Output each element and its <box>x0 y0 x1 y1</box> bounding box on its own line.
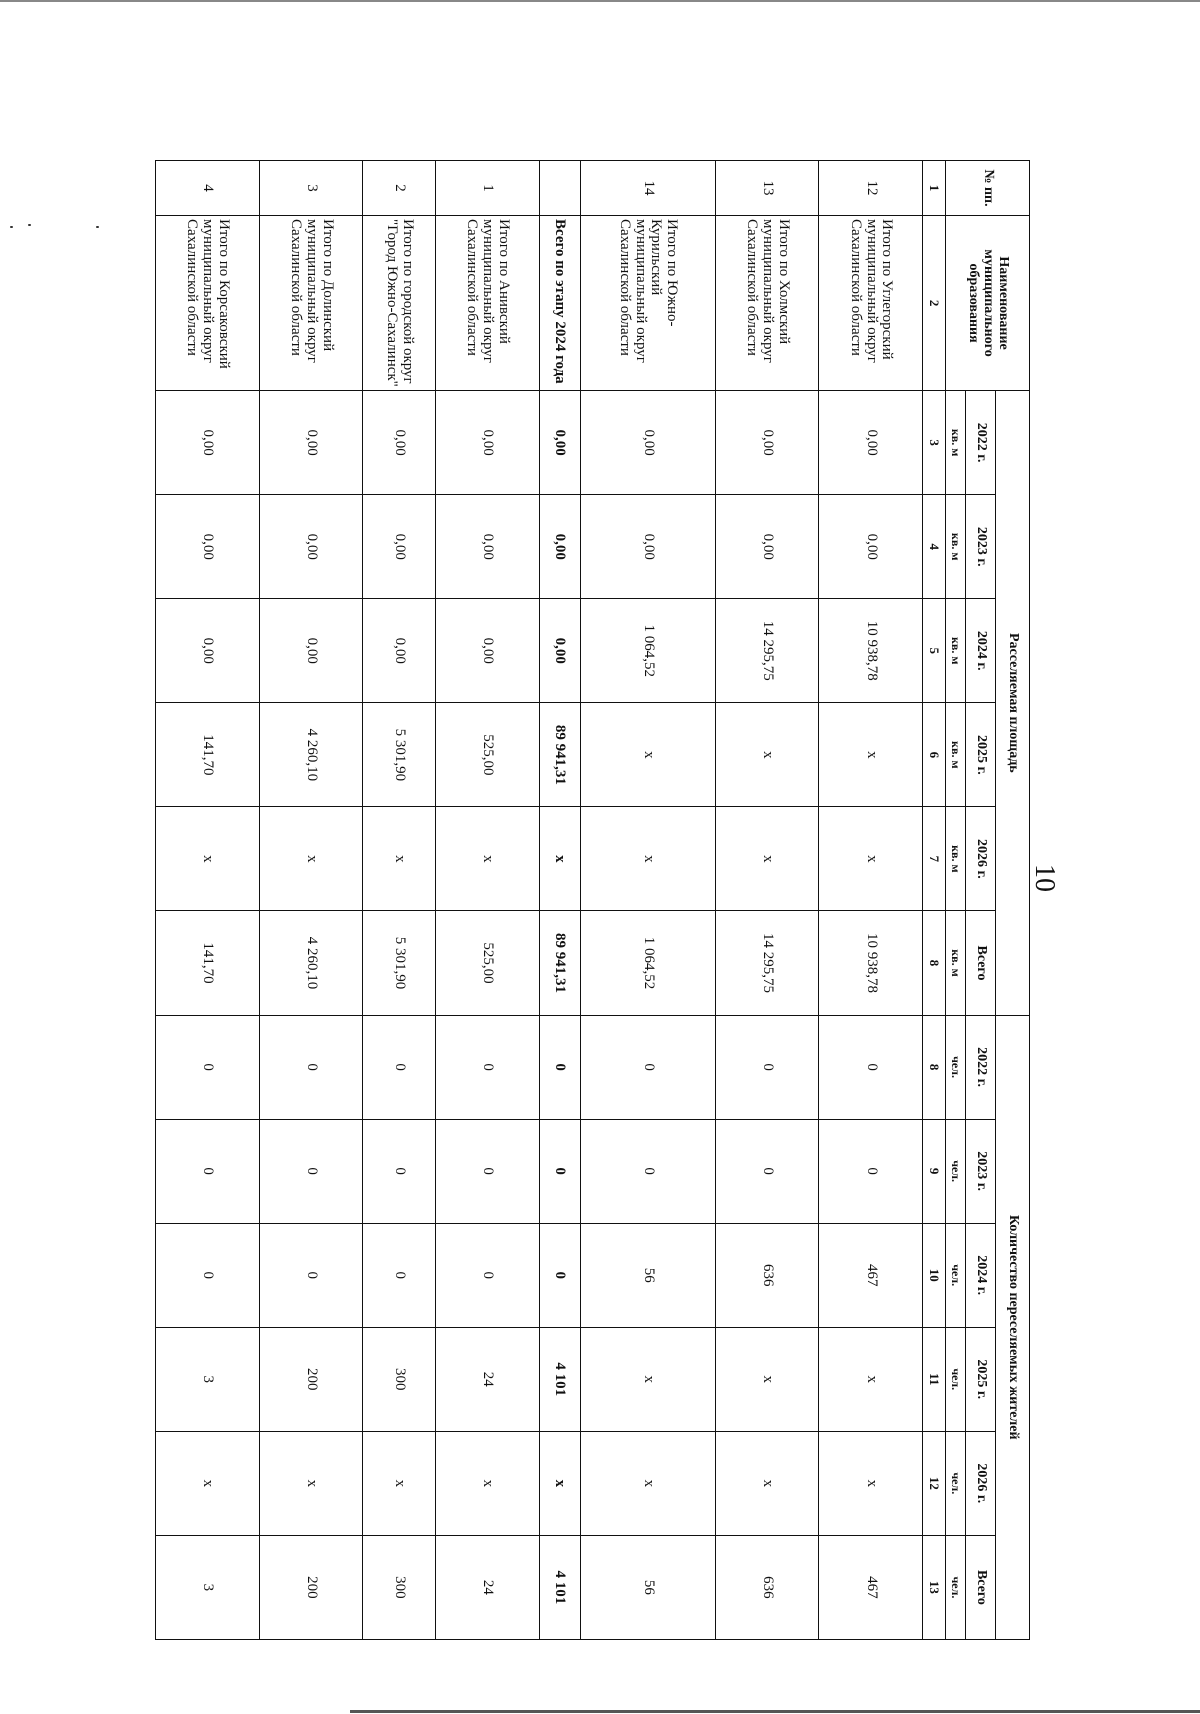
people-value: 3 <box>156 1535 260 1639</box>
area-value: x <box>363 807 435 911</box>
people-value: x <box>539 1431 580 1535</box>
people-value: x <box>580 1431 715 1535</box>
table-row <box>156 161 260 1640</box>
unit-people: чел. <box>946 1223 966 1327</box>
people-value: 56 <box>580 1223 715 1327</box>
people-value: 0 <box>363 1015 435 1119</box>
unit-area: кв. м <box>946 495 966 599</box>
area-value: 5 301,90 <box>363 911 435 1015</box>
header-people-year: 2024 г. <box>966 1223 996 1327</box>
table-row <box>435 161 539 1640</box>
people-value: x <box>259 1431 363 1535</box>
people-value: 0 <box>259 1015 363 1119</box>
area-value: 10 938,78 <box>819 911 923 1015</box>
header-area-year: 2026 г. <box>966 807 996 911</box>
area-value: 0,00 <box>539 599 580 703</box>
header-area-year: 2024 г. <box>966 599 996 703</box>
scan-speck <box>10 226 13 228</box>
area-value: x <box>580 703 715 807</box>
header-people-year: Всего <box>966 1535 996 1639</box>
area-value: 0,00 <box>363 495 435 599</box>
people-value: 0 <box>259 1119 363 1223</box>
unit-people: чел. <box>946 1431 966 1535</box>
rotated-table-container <box>155 160 1030 1640</box>
area-value: 10 938,78 <box>819 599 923 703</box>
unit-people: чел. <box>946 1327 966 1431</box>
people-value: 0 <box>156 1119 260 1223</box>
area-value: x <box>435 807 539 911</box>
column-number: 4 <box>923 495 946 599</box>
header-people-year: 2022 г. <box>966 1015 996 1119</box>
area-value: 0,00 <box>539 391 580 495</box>
area-value: 89 941,31 <box>539 911 580 1015</box>
municipality-name: Итого по Корсаковский муниципальный округ Сахалинской области <box>156 216 260 391</box>
area-value: 0,00 <box>156 495 260 599</box>
people-value: 56 <box>580 1535 715 1639</box>
area-value: 14 295,75 <box>715 911 819 1015</box>
scan-speck <box>96 226 99 228</box>
header-no: № пп. <box>946 161 1030 216</box>
people-value: 0 <box>435 1119 539 1223</box>
people-value: x <box>435 1431 539 1535</box>
people-value: x <box>580 1327 715 1431</box>
unit-area: кв. м <box>946 911 966 1015</box>
table-row <box>580 161 715 1640</box>
municipality-name: Итого по Углегорский муниципальный округ Сахалинской области <box>819 216 923 391</box>
header-area-year: 2022 г. <box>966 391 996 495</box>
row-number: 14 <box>580 161 715 216</box>
people-value: 467 <box>819 1535 923 1639</box>
area-value: 0,00 <box>819 495 923 599</box>
area-value: 0,00 <box>156 391 260 495</box>
header-area-group: Расселяемая площадь <box>996 391 1030 1015</box>
header-people-year: 2025 г. <box>966 1327 996 1431</box>
area-value: 0,00 <box>539 495 580 599</box>
people-value: 24 <box>435 1535 539 1639</box>
area-value: 14 295,75 <box>715 599 819 703</box>
unit-area: кв. м <box>946 807 966 911</box>
scan-speck <box>28 224 31 226</box>
row-number: 4 <box>156 161 260 216</box>
people-value: 0 <box>539 1223 580 1327</box>
people-value: x <box>715 1431 819 1535</box>
column-number: 9 <box>923 1119 946 1223</box>
row-number <box>539 161 580 216</box>
area-value: 0,00 <box>259 495 363 599</box>
municipality-name: Итого по Южно-Курильский муниципальный округ Сахалинской области <box>580 216 715 391</box>
area-value: 525,00 <box>435 703 539 807</box>
table-row <box>715 161 819 1640</box>
municipality-name: Всего по этапу 2024 года <box>539 216 580 391</box>
area-value: 1 064,52 <box>580 911 715 1015</box>
row-number: 1 <box>435 161 539 216</box>
unit-people: чел. <box>946 1535 966 1639</box>
area-value: 0,00 <box>259 599 363 703</box>
table-row <box>819 161 923 1640</box>
area-value: 0,00 <box>819 391 923 495</box>
people-value: 636 <box>715 1535 819 1639</box>
people-value: 0 <box>819 1119 923 1223</box>
column-number: 5 <box>923 599 946 703</box>
people-value: 0 <box>819 1015 923 1119</box>
people-value: 0 <box>363 1223 435 1327</box>
people-value: 300 <box>363 1535 435 1639</box>
header-people-group: Количество переселяемых жителей <box>996 1015 1030 1639</box>
area-value: 5 301,90 <box>363 703 435 807</box>
area-value: 0,00 <box>435 599 539 703</box>
area-value: 141,70 <box>156 911 260 1015</box>
people-value: 200 <box>259 1535 363 1639</box>
people-value: x <box>819 1431 923 1535</box>
area-value: x <box>580 807 715 911</box>
area-value: x <box>819 807 923 911</box>
area-value: 0,00 <box>435 391 539 495</box>
people-value: 0 <box>715 1119 819 1223</box>
column-number: 13 <box>923 1535 946 1639</box>
area-value: 4 260,10 <box>259 703 363 807</box>
column-number: 2 <box>923 216 946 391</box>
area-value: x <box>819 703 923 807</box>
unit-area: кв. м <box>946 703 966 807</box>
header-people-year: 2023 г. <box>966 1119 996 1223</box>
people-value: 467 <box>819 1223 923 1327</box>
area-value: 0,00 <box>435 495 539 599</box>
people-value: x <box>819 1327 923 1431</box>
unit-people: чел. <box>946 1015 966 1119</box>
people-value: 4 101 <box>539 1327 580 1431</box>
area-value: x <box>259 807 363 911</box>
area-value: 1 064,52 <box>580 599 715 703</box>
area-value: x <box>715 807 819 911</box>
people-value: 0 <box>259 1223 363 1327</box>
people-value: 200 <box>259 1327 363 1431</box>
area-value: x <box>715 703 819 807</box>
people-value: 3 <box>156 1327 260 1431</box>
area-value: 0,00 <box>363 599 435 703</box>
area-value: 0,00 <box>580 495 715 599</box>
people-value: 300 <box>363 1327 435 1431</box>
people-value: 0 <box>363 1119 435 1223</box>
municipality-name: Итого по Долинский муниципальный округ Сахалинской области <box>259 216 363 391</box>
area-value: 0,00 <box>715 391 819 495</box>
people-value: 0 <box>539 1015 580 1119</box>
people-value: 0 <box>156 1015 260 1119</box>
resettlement-table <box>155 160 1030 1640</box>
people-value: x <box>156 1431 260 1535</box>
people-value: x <box>715 1327 819 1431</box>
area-value: 141,70 <box>156 703 260 807</box>
unit-area: кв. м <box>946 599 966 703</box>
people-value: 0 <box>580 1015 715 1119</box>
header-area-year: Всего <box>966 911 996 1015</box>
header-name: Наименование муниципального образования <box>946 216 1030 391</box>
column-number: 3 <box>923 391 946 495</box>
header-people-year: 2026 г. <box>966 1431 996 1535</box>
municipality-name: Итого по Анивский муниципальный округ Сахалинской области <box>435 216 539 391</box>
table-row <box>363 161 435 1640</box>
unit-people: чел. <box>946 1119 966 1223</box>
area-value: 89 941,31 <box>539 703 580 807</box>
column-number: 11 <box>923 1327 946 1431</box>
header-area-year: 2023 г. <box>966 495 996 599</box>
row-number: 2 <box>363 161 435 216</box>
page-number: 10 <box>1029 864 1060 892</box>
row-number: 13 <box>715 161 819 216</box>
municipality-name: Итого по городской округ "Город Южно-Сахалинск" <box>363 216 435 391</box>
people-value: 636 <box>715 1223 819 1327</box>
area-value: x <box>156 807 260 911</box>
row-number: 12 <box>819 161 923 216</box>
area-value: 0,00 <box>580 391 715 495</box>
area-value: 0,00 <box>156 599 260 703</box>
column-number: 8 <box>923 911 946 1015</box>
column-number: 10 <box>923 1223 946 1327</box>
column-number: 8 <box>923 1015 946 1119</box>
row-number: 3 <box>259 161 363 216</box>
scan-edge-bottom <box>350 1710 1200 1713</box>
people-value: 0 <box>156 1223 260 1327</box>
area-value: 525,00 <box>435 911 539 1015</box>
people-value: 0 <box>435 1223 539 1327</box>
area-value: 0,00 <box>363 391 435 495</box>
table-row <box>259 161 363 1640</box>
scan-edge-top <box>0 0 1200 2</box>
people-value: 0 <box>435 1015 539 1119</box>
column-number: 7 <box>923 807 946 911</box>
area-value: 0,00 <box>259 391 363 495</box>
people-value: 0 <box>580 1119 715 1223</box>
people-value: 0 <box>715 1015 819 1119</box>
unit-area: кв. м <box>946 391 966 495</box>
people-value: 0 <box>539 1119 580 1223</box>
people-value: 24 <box>435 1327 539 1431</box>
people-value: x <box>363 1431 435 1535</box>
people-value: 4 101 <box>539 1535 580 1639</box>
column-number: 12 <box>923 1431 946 1535</box>
header-area-year: 2025 г. <box>966 703 996 807</box>
area-value: 4 260,10 <box>259 911 363 1015</box>
table-row <box>539 161 580 1640</box>
area-value: x <box>539 807 580 911</box>
municipality-name: Итого по Холмский муниципальный округ Сахалинской области <box>715 216 819 391</box>
area-value: 0,00 <box>715 495 819 599</box>
column-number: 6 <box>923 703 946 807</box>
column-number: 1 <box>923 161 946 216</box>
